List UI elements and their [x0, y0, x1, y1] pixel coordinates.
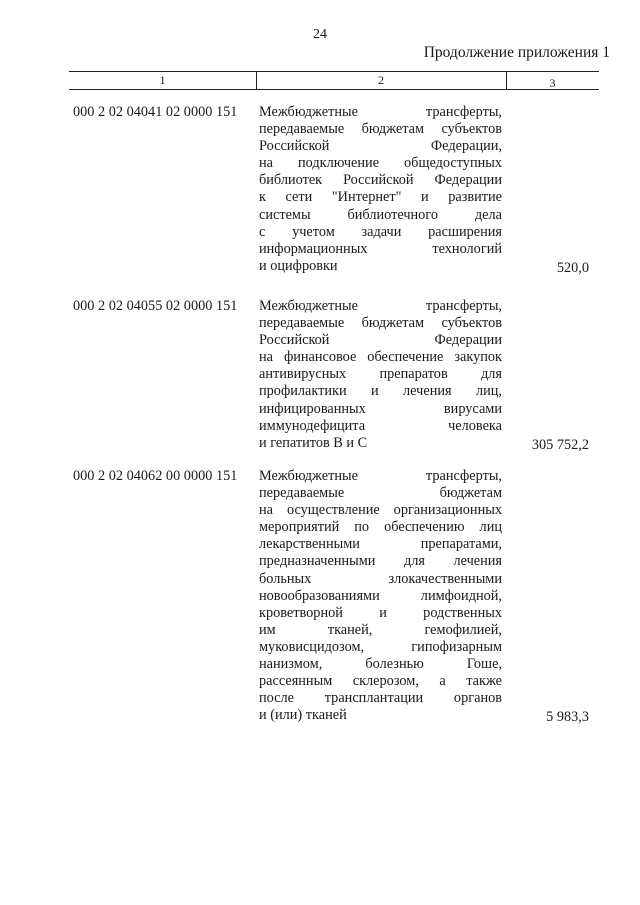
description-line: на осуществление организационных: [259, 502, 502, 519]
description-line: Российской Федерации: [259, 332, 502, 349]
continuation-heading: Продолжение приложения 1: [423, 44, 610, 61]
description-line: инфицированных вирусами: [259, 400, 502, 417]
description-line: нанизмом, болезнью Гоше,: [259, 656, 502, 673]
budget-code: 000 2 02 04041 02 0000 151: [73, 104, 238, 120]
description-line: им тканей, гемофилией,: [259, 621, 502, 638]
description-line: информационных технологий: [259, 240, 502, 257]
description-line: и (или) тканей: [259, 707, 347, 724]
table-header: [69, 71, 599, 93]
amount: 520,0: [556, 259, 589, 276]
description-line: передаваемые бюджетам субъектов: [259, 121, 502, 138]
budget-code: 000 2 02 04062 00 0000 151: [73, 468, 238, 484]
description-line: иммунодефицита человека: [259, 417, 502, 434]
description-line: больных злокачественными: [259, 570, 502, 587]
description-line: и оцифровки: [259, 257, 338, 274]
description-line: кроветворной и родственных: [259, 604, 502, 621]
description-line: библиотек Российской Федерации: [259, 172, 502, 189]
column-number-2: 2: [378, 73, 384, 87]
description-line: мероприятий по обеспечению лиц: [259, 519, 502, 536]
description-line: Межбюджетные трансферты,: [259, 468, 502, 484]
description-line: на подключение общедоступных: [259, 155, 502, 172]
description: [259, 298, 502, 452]
description-line: лекарственными препаратами,: [259, 536, 502, 553]
amount: 5 983,3: [546, 709, 589, 726]
description-line: к сети "Интернет" и развитие: [259, 189, 502, 206]
description-line: передаваемые бюджетам: [259, 485, 502, 502]
description-line: Российской Федерации,: [259, 138, 502, 155]
description: [259, 104, 502, 275]
description-line: Межбюджетные трансферты,: [259, 298, 502, 314]
description-line: Межбюджетные трансферты,: [259, 104, 502, 120]
page-number: 24: [313, 27, 327, 42]
description-line: с учетом задачи расширения: [259, 223, 502, 240]
description: [259, 468, 502, 724]
column-number-1: 1: [159, 73, 166, 87]
description-line: рассеянным склерозом, а также: [259, 673, 502, 690]
description-line: муковисцидозом, гипофизарным: [259, 638, 502, 655]
description-line: предназначенными для лечения: [259, 553, 502, 570]
description-line: и гепатитов В и С: [259, 434, 368, 451]
description-line: системы библиотечного дела: [259, 206, 502, 223]
description-line: после трансплантации органов: [259, 690, 502, 707]
budget-code: 000 2 02 04055 02 0000 151: [73, 298, 238, 314]
description-line: на финансовое обеспечение закупок: [259, 349, 502, 366]
description-line: антивирусных препаратов для: [259, 366, 502, 383]
description-line: новообразованиями лимфоидной,: [259, 587, 502, 604]
description-line: передаваемые бюджетам субъектов: [259, 315, 502, 332]
amount: 305 752,2: [531, 436, 589, 453]
column-number-3: 3: [549, 76, 556, 90]
description-line: профилактики и лечения лиц,: [259, 383, 502, 400]
